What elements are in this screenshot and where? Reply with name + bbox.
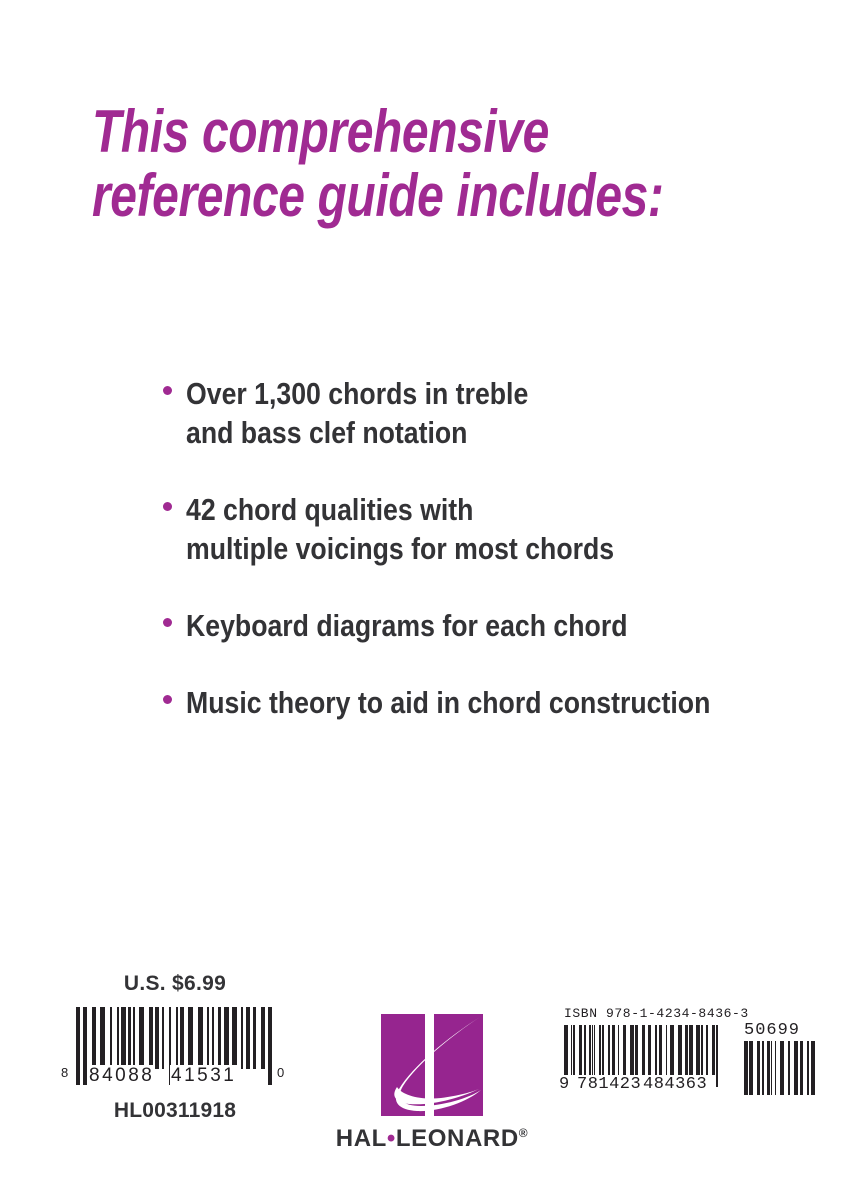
ean-digit-row (558, 1075, 733, 1095)
upc-block (50, 972, 300, 1123)
ean-addon-digits: 50699 (744, 1021, 801, 1040)
upc-group-left: 84088 (89, 1065, 155, 1086)
hal-leonard-product-number: HL00311918 (113, 1099, 237, 1122)
isbn-label: ISBN 978-1-4234-8436-3 (564, 1006, 749, 1021)
headline-line-1: This comprehensive (92, 98, 549, 165)
ean-main-bar-pattern (564, 1025, 722, 1081)
upc-digit-row (60, 1065, 290, 1087)
wordmark-dot-icon: • (386, 1125, 396, 1152)
feature-text-line-2: and bass clef notation (186, 415, 468, 450)
ean-lead-digit: 9 (559, 1075, 570, 1094)
feature-text-line-1: 42 chord qualities with (186, 492, 474, 527)
feature-list (160, 374, 780, 722)
bullet-dot-icon (163, 695, 172, 704)
headline-line-2: reference guide includes: (92, 162, 664, 229)
registered-trademark-icon: ® (518, 1126, 529, 1140)
ean-addon-bar-pattern (744, 1041, 816, 1095)
ean-barcode (558, 1021, 820, 1099)
hal-leonard-mark-icon (381, 1014, 483, 1116)
hal-leonard-wordmark (300, 1125, 564, 1153)
upc-check-digit: 0 (277, 1065, 285, 1080)
upc-barcode (60, 1007, 290, 1085)
feature-text-line-2: multiple voicings for most chords (186, 531, 615, 566)
wordmark-leonard: LEONARD (395, 1125, 519, 1152)
list-item (160, 606, 780, 645)
bullet-dot-icon (163, 386, 172, 395)
feature-text-line-1: Keyboard diagrams for each chord (186, 608, 628, 643)
bullet-dot-icon (163, 618, 172, 627)
isbn-block (558, 1006, 828, 1099)
feature-text-line-1: Over 1,300 chords in treble (186, 376, 529, 411)
feature-text-line-1: Music theory to aid in chord construction (186, 685, 711, 720)
list-item (160, 683, 780, 722)
price-label: U.S. $6.99 (123, 972, 227, 995)
bullet-dot-icon (163, 502, 172, 511)
wordmark-hal: HAL (335, 1125, 387, 1152)
page-title (92, 100, 792, 228)
ean-group-2: 484363 (643, 1075, 708, 1094)
upc-group-right: 41531 (171, 1065, 237, 1086)
hal-leonard-logo (300, 1014, 564, 1153)
upc-lead-digit: 8 (61, 1065, 69, 1080)
list-item (160, 374, 780, 452)
list-item (160, 490, 780, 568)
cover-footer (0, 972, 864, 1172)
ean-group-1: 781423 (577, 1075, 642, 1094)
